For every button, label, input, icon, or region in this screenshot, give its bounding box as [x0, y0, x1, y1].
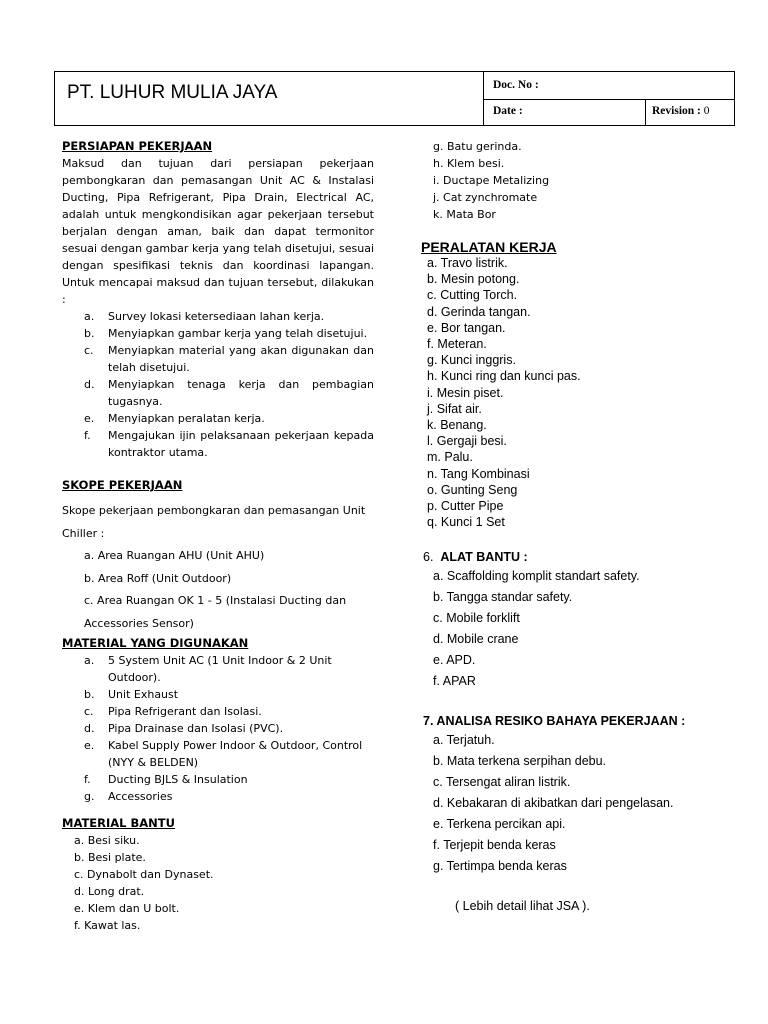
list-item: b. Besi plate. [74, 851, 146, 864]
list-item: d. Long drat. [74, 885, 145, 898]
alat-bantu-heading [421, 550, 741, 564]
list-item: m. Palu. [427, 450, 473, 465]
list-item: p. Cutter Pipe [427, 499, 504, 514]
list-item: l. Gergaji besi. [427, 434, 507, 449]
alat-bantu-list [421, 566, 741, 692]
list-item: a. Terjatuh. [433, 733, 495, 748]
list-item: e. Terkena percikan api. [433, 817, 566, 832]
list-item: b. Tangga standar safety. [433, 590, 573, 605]
material-bantu-title: MATERIAL BANTU [62, 816, 175, 830]
list-item: e. Menyiapkan peralatan kerja. [84, 412, 265, 425]
list-item: c. Tersengat aliran listrik. [433, 775, 571, 790]
list-item: a. Scaffolding komplit standart safety. [433, 569, 640, 584]
list-item: b. Mata terkena serpihan debu. [433, 754, 607, 769]
peralatan-title: PERALATAN KERJA [421, 239, 557, 255]
list-item: e. Kabel Supply Power Indoor & Outdoor, Control (NYY & BELDEN) [84, 739, 363, 769]
revision-label: Revision : [652, 105, 701, 117]
right-column [421, 138, 741, 913]
list-item: b. Unit Exhaust [84, 688, 179, 701]
analisa-title: 7. ANALISA RESIKO BAHAYA PEKERJAAN : [423, 714, 686, 729]
doc-no-cell [483, 72, 734, 100]
date-cell [483, 99, 646, 125]
list-item: i. Mesin piset. [427, 385, 504, 400]
skope-intro-line-1: Skope pekerjaan pembongkaran dan pemasangan Unit [62, 504, 366, 517]
list-item: a. Travo listrik. [427, 256, 508, 270]
list-item: c. Mobile forklift [433, 611, 520, 626]
skope-item-c-line-2: Accessories Sensor) [84, 616, 194, 630]
list-item: q. Kunci 1 Set [427, 515, 505, 530]
list-item: f. Mengajukan ijin pelaksanaan pekerjaan kepada kontraktor utama. [84, 429, 374, 459]
material-bantu-list-cont [421, 138, 741, 223]
list-item: d. Pipa Drainase dan Isolasi (PVC). [84, 722, 284, 735]
alat-bantu-number: 6. [423, 550, 434, 565]
list-item: n. Tang Kombinasi [427, 466, 530, 481]
list-item: d. Mobile crane [433, 632, 519, 647]
list-item: f. Ducting BJLS & Insulation [84, 773, 248, 786]
revision-value: 0 [703, 105, 710, 117]
list-item: j. Cat zynchromate [433, 191, 538, 204]
list-item: h. Kunci ring dan kunci pas. [427, 369, 581, 384]
list-item: k. Benang. [427, 418, 487, 433]
left-column [62, 138, 374, 934]
list-item: f. APAR [433, 674, 476, 689]
list-item: k. Mata Bor [433, 208, 496, 221]
skope-item-a: a. Area Ruangan AHU (Unit AHU) [84, 549, 265, 562]
list-item: f. Kawat las. [74, 919, 141, 932]
list-item: i. Ductape Metalizing [433, 174, 550, 187]
alat-bantu-title: ALAT BANTU : [440, 550, 528, 565]
material-bantu-list [62, 832, 374, 934]
peralatan-list [421, 255, 741, 530]
list-item: d. Menyiapkan tenaga kerja dan pembagian tugasnya. [84, 378, 374, 408]
list-item: g. Accessories [84, 790, 173, 803]
persiapan-intro: Maksud dan tujuan dari persiapan pekerjaan pembongkaran dan pemasangan Unit AC & Instalasi Ducting, Pipa Refrigerant, Pipa Drain, Electrical AC, adalah untuk mengkondisikan agar pekerjaan tersebut berjalan dengan aman, baik dan dapat termonitor sesuai dengan gambar kerja yang telah disetujui, sesuai dengan spesifikasi teknis dan koordinasi lapangan. Untuk mencapai maksud dan tujuan tersebut, dilakukan : [62, 157, 374, 306]
list-item: c. Menyiapkan material yang akan digunakan dan telah disetujui. [84, 344, 374, 374]
list-item: o. Gunting Seng [427, 482, 518, 497]
document-header [54, 71, 735, 126]
material-title: MATERIAL YANG DIGUNAKAN [62, 636, 249, 650]
list-item: f. Meteran. [427, 337, 487, 352]
company-cell [55, 72, 484, 125]
skope-intro-line-2: Chiller : [62, 526, 105, 540]
list-item: d. Kebakaran di akibatkan dari pengelasan. [433, 796, 674, 811]
list-item: g. Batu gerinda. [433, 140, 522, 153]
date-label: Date : [493, 105, 523, 117]
skope-body [62, 500, 374, 635]
list-item: g. Tertimpa benda keras [433, 859, 567, 874]
list-item: e. Bor tangan. [427, 320, 506, 335]
list-item: d. Gerinda tangan. [427, 304, 531, 319]
company-name: PT. LUHUR MULIA JAYA [67, 82, 278, 103]
list-item: f. Terjepit benda keras [433, 838, 556, 853]
list-item: b. Mesin potong. [427, 272, 520, 287]
list-item: b. Menyiapkan gambar kerja yang telah disetujui. [84, 327, 368, 340]
skope-item-c-line-1: c. Area Ruangan OK 1 - 5 (Instalasi Ducting dan [84, 594, 347, 607]
doc-no-label: Doc. No : [493, 79, 539, 91]
list-item: e. Klem dan U bolt. [74, 902, 180, 915]
list-item: a. 5 System Unit AC (1 Unit Indoor & 2 Unit Outdoor). [84, 654, 332, 684]
list-item: e. APD. [433, 653, 476, 668]
material-list [62, 652, 374, 805]
revision-cell [646, 99, 734, 125]
list-item: c. Dynabolt dan Dynaset. [74, 868, 214, 881]
list-item: g. Kunci inggris. [427, 353, 516, 368]
list-item: j. Sifat air. [427, 401, 482, 416]
analisa-list [421, 730, 741, 877]
list-item: a. Survey lokasi ketersediaan lahan kerja. [84, 310, 325, 323]
skope-item-b: b. Area Roff (Unit Outdoor) [84, 571, 232, 585]
persiapan-title: PERSIAPAN PEKERJAAN [62, 139, 213, 153]
persiapan-list [62, 308, 374, 461]
jsa-note: ( Lebih detail lihat JSA ). [455, 899, 590, 914]
list-item: c. Cutting Torch. [427, 288, 518, 303]
list-item: a. Besi siku. [74, 834, 140, 847]
list-item: c. Pipa Refrigerant dan Isolasi. [84, 705, 262, 718]
skope-title: SKOPE PEKERJAAN [62, 478, 183, 492]
list-item: h. Klem besi. [433, 157, 505, 170]
